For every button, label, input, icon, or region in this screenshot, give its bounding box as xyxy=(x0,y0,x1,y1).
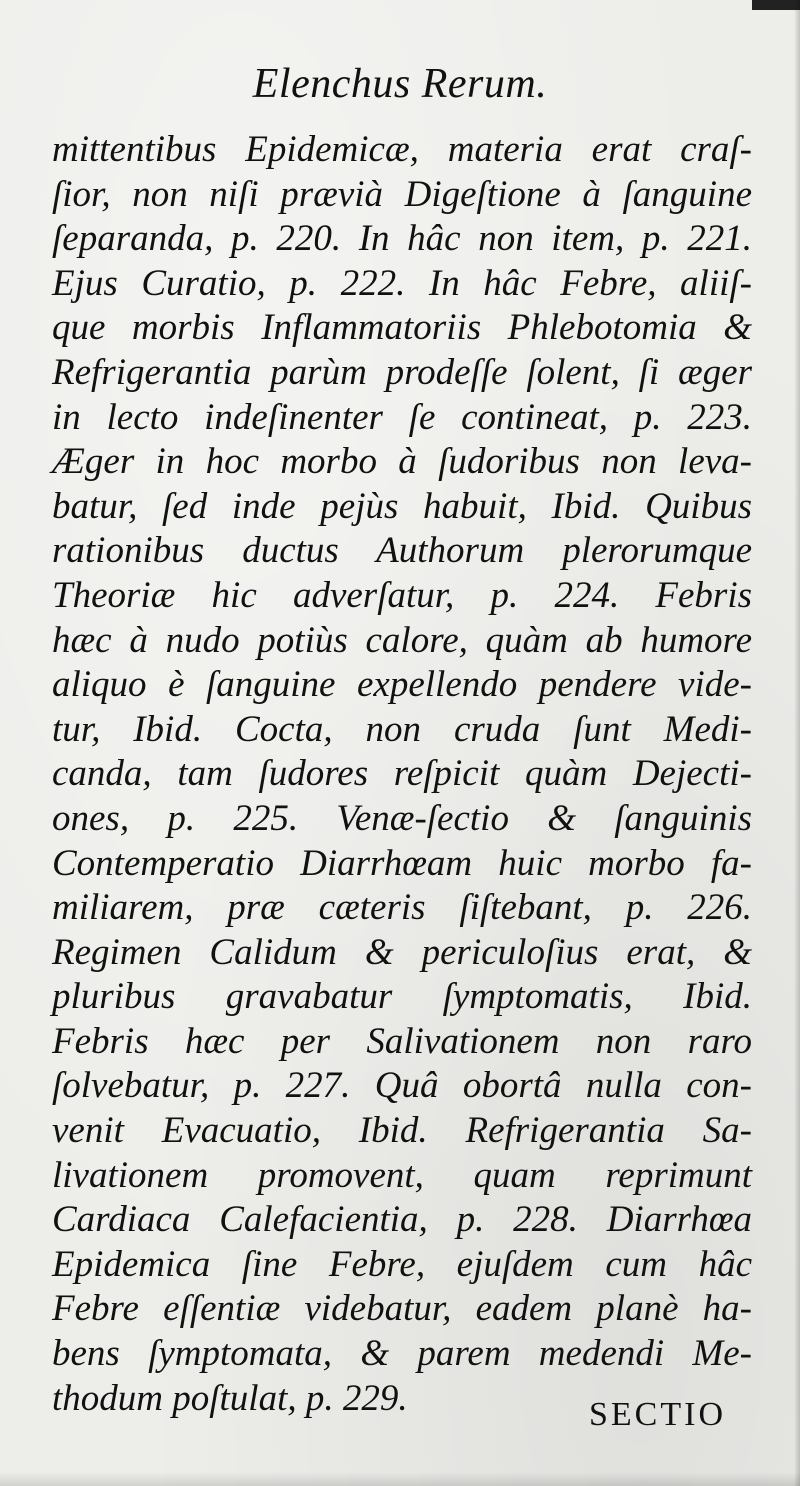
text-line: Regimen Calidum & periculoſius erat, & xyxy=(52,931,752,973)
text-line: venit Evacuatio, Ibid. Refrigerantia Sa- xyxy=(52,1110,752,1152)
text-line: ſeparanda, p. 220. In hâc non item, p. 221. xyxy=(52,218,752,260)
page-bottom-shadow xyxy=(0,1472,800,1486)
text-line: ſior, non niſi prævià Digeſtione à ſanguine xyxy=(52,173,752,215)
text-line: canda, tam ſudores reſpicit quàm Dejecti- xyxy=(52,753,752,795)
text-line: Epidemica ſine Febre, ejuſdem cum hâc xyxy=(52,1243,752,1285)
text-line: ſolvebatur, p. 227. Quâ obortâ nulla con- xyxy=(52,1065,752,1107)
text-line: rationibus ductus Authorum plerorumque xyxy=(52,530,752,572)
text-line: livationem promovent, quam reprimunt xyxy=(52,1154,752,1196)
text-line: in lecto indeſinenter ſe contineat, p. 223. xyxy=(52,396,752,438)
running-head: Elenchus Rerum. xyxy=(252,61,548,107)
text-line: bens ſymptomata, & parem medendi Me- xyxy=(52,1333,752,1375)
text-line: miliarem, præ cæteris ſiſtebant, p. 226. xyxy=(52,887,752,929)
text-line: mittentibus Epidemicæ, materia erat craſ- xyxy=(52,129,752,170)
index-text-block xyxy=(52,128,752,1421)
text-line: batur, ſed inde pejùs habuit, Ibid. Quibus xyxy=(52,485,752,527)
catchword: SECTIO xyxy=(589,1396,726,1433)
page-edge-shadow xyxy=(794,0,800,1486)
text-line: hæc à nudo potiùs calore, quàm ab humore xyxy=(52,619,752,661)
text-line: Febris hæc per Salivationem non raro xyxy=(52,1020,752,1062)
text-line: Theoriæ hic adverſatur, p. 224. Febris xyxy=(52,574,752,616)
text-line: Refrigerantia parùm prodeſſe ſolent, ſi æger xyxy=(52,351,752,393)
text-line: Ejus Curatio, p. 222. In hâc Febre, aliiſ- xyxy=(52,262,752,304)
text-line: thodum poſtulat, p. 229. xyxy=(52,1377,408,1419)
scan-corner-shadow xyxy=(752,0,800,10)
text-line: pluribus gravabatur ſymptomatis, Ibid. xyxy=(52,976,752,1018)
text-line: Contemperatio Diarrhœam huic morbo fa- xyxy=(52,842,752,884)
text-line: Febre eſſentiæ videbatur, eadem planè ha- xyxy=(52,1288,752,1330)
text-line: tur, Ibid. Cocta, non cruda ſunt Medi- xyxy=(52,708,752,750)
text-line: que morbis Inflammatoriis Phlebotomia & xyxy=(52,307,752,349)
text-line: Æger in hoc morbo à ſudoribus non leva- xyxy=(52,441,752,483)
text-line: ones, p. 225. Venæ-ſectio & ſanguinis xyxy=(52,797,752,839)
text-line: aliquo è ſanguine expellendo pendere vide- xyxy=(52,664,752,706)
text-line: Cardiaca Calefacientia, p. 228. Diarrhœa xyxy=(52,1199,752,1241)
